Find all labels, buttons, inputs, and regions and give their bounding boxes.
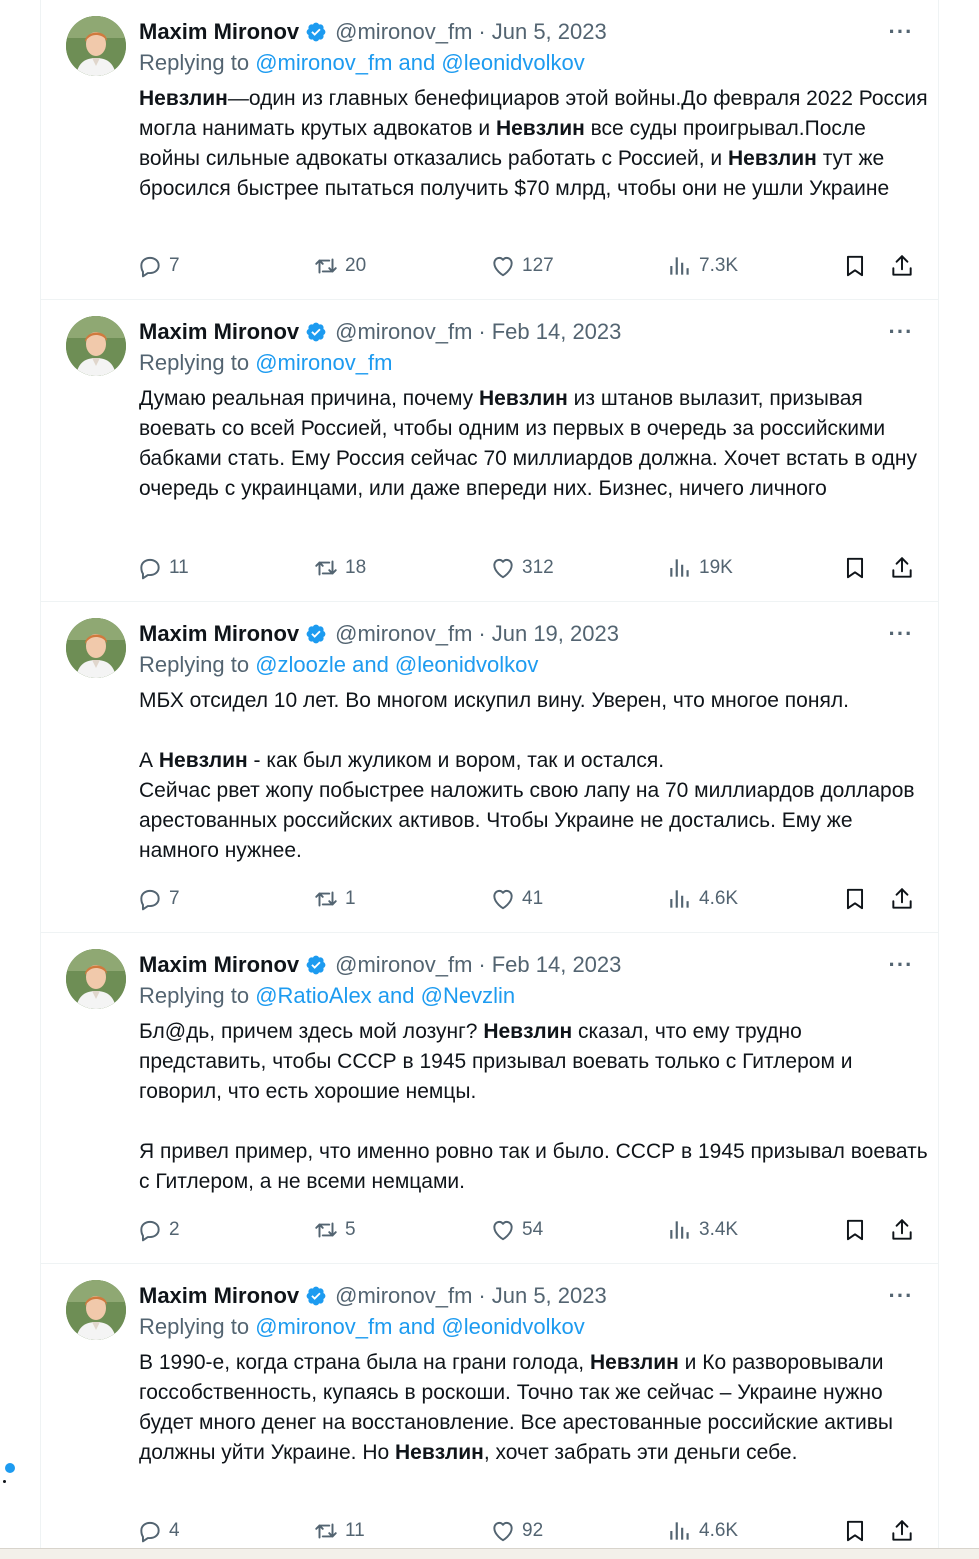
tweet-paragraph: [139, 1348, 929, 1468]
reposts-count: 5: [345, 1219, 356, 1240]
author-handle[interactable]: @mironov_fm: [335, 319, 473, 344]
replying-to-link[interactable]: @mironov_fm and @leonidvolkov: [255, 50, 585, 75]
share-button[interactable]: [889, 249, 915, 283]
bookmark-button[interactable]: [842, 551, 868, 585]
likes-count: 92: [522, 1520, 544, 1541]
share-button[interactable]: [889, 551, 915, 585]
tweet-header: [139, 950, 621, 980]
separator-dot: ·: [478, 19, 486, 44]
separator-dot: ·: [478, 319, 486, 344]
tweet-date[interactable]: Jun 5, 2023: [491, 19, 607, 44]
tweet-text: [139, 686, 929, 866]
verified-badge-icon: [305, 623, 327, 645]
views-count: 4.6K: [699, 888, 739, 909]
replying-to: [139, 652, 538, 678]
replying-to: [139, 350, 392, 376]
replying-to-link[interactable]: @mironov_fm and @leonidvolkov: [255, 1314, 585, 1339]
text-segment: все суды проигрывал.После войны сильные адвокаты отказались работать с Россией, и: [139, 117, 866, 170]
tweet-actions: [137, 249, 927, 283]
reply-button[interactable]: [137, 249, 180, 283]
bookmark-icon: [842, 555, 868, 581]
bottom-edge: [0, 1548, 979, 1559]
text-segment: , хочет забрать эти деньги себе.: [483, 1441, 798, 1464]
author-name[interactable]: Maxim Mironov: [139, 1283, 300, 1308]
views-button[interactable]: [667, 1213, 738, 1247]
tweet-date[interactable]: Jun 5, 2023: [491, 1283, 607, 1308]
share-icon: [889, 1217, 915, 1243]
avatar[interactable]: [66, 316, 126, 376]
more-icon[interactable]: ···: [888, 19, 914, 44]
bookmark-icon: [842, 1518, 868, 1544]
highlighted-name: Невзлин: [158, 749, 248, 772]
like-icon: [490, 1518, 522, 1544]
text-segment: Думаю реальная причина, почему: [139, 387, 479, 410]
like-button[interactable]: [490, 1514, 543, 1548]
author-handle[interactable]: @mironov_fm: [335, 621, 473, 646]
verified-badge-icon: [305, 1285, 327, 1307]
reposts-count: 11: [345, 1520, 365, 1541]
reply-icon: [137, 253, 169, 279]
repost-button[interactable]: [313, 1514, 365, 1548]
replying-prefix: Replying to: [139, 1314, 256, 1339]
views-button[interactable]: [667, 551, 733, 585]
tweet-date[interactable]: Jun 19, 2023: [491, 621, 619, 646]
reply-button[interactable]: [137, 1213, 180, 1247]
replying-to: [139, 1314, 585, 1340]
views-count: 19K: [699, 557, 733, 578]
share-icon: [889, 555, 915, 581]
author-handle[interactable]: @mironov_fm: [335, 1283, 473, 1308]
views-button[interactable]: [667, 882, 738, 916]
avatar[interactable]: [66, 16, 126, 76]
bookmark-button[interactable]: [842, 1514, 868, 1548]
replies-count: 7: [169, 255, 180, 276]
separator-dot: ·: [478, 621, 486, 646]
bookmark-button[interactable]: [842, 1213, 868, 1247]
author-name[interactable]: Maxim Mironov: [139, 952, 300, 977]
share-button[interactable]: [889, 1514, 915, 1548]
views-icon: [667, 253, 699, 279]
bookmark-icon: [842, 253, 868, 279]
repost-button[interactable]: [313, 882, 356, 916]
tweet-paragraph: [139, 1137, 929, 1197]
tweet[interactable]: [41, 0, 938, 300]
reply-button[interactable]: [137, 882, 180, 916]
like-icon: [490, 1217, 522, 1243]
author-handle[interactable]: @mironov_fm: [335, 952, 473, 977]
text-segment: сказал, что ему трудно представить, чтобы СССР в 1945 призывал воевать только с Гитлером и говорил, что есть хорошие немцы.: [139, 1020, 853, 1103]
share-icon: [889, 886, 915, 912]
replying-to-link[interactable]: @RatioAlex and @Nevzlin: [255, 983, 516, 1008]
like-button[interactable]: [490, 551, 554, 585]
like-button[interactable]: [490, 1213, 543, 1247]
likes-count: 312: [522, 557, 554, 578]
repost-icon: [313, 253, 345, 279]
replying-prefix: Replying to: [139, 652, 256, 677]
replies-count: 11: [169, 557, 189, 578]
highlighted-name: Невзлин: [728, 147, 817, 170]
author-name[interactable]: Maxim Mironov: [139, 621, 300, 646]
views-icon: [667, 555, 699, 581]
replies-count: 4: [169, 1520, 180, 1541]
avatar[interactable]: [66, 949, 126, 1009]
reply-icon: [137, 555, 169, 581]
views-icon: [667, 1518, 699, 1544]
replying-to-link[interactable]: @zloozle and @leonidvolkov: [255, 652, 539, 677]
share-icon: [889, 253, 915, 279]
more-icon[interactable]: ···: [888, 952, 914, 977]
bookmark-button[interactable]: [842, 249, 868, 283]
views-icon: [667, 886, 699, 912]
more-icon[interactable]: ···: [888, 621, 914, 646]
views-button[interactable]: [667, 249, 738, 283]
tweet-text: [139, 84, 929, 204]
views-count: 7.3K: [699, 255, 739, 276]
repost-icon: [313, 555, 345, 581]
text-segment: Бл@дь, причем здесь мой лозунг?: [139, 1020, 484, 1043]
replying-prefix: Replying to: [139, 50, 256, 75]
separator-dot: ·: [478, 952, 486, 977]
share-button[interactable]: [889, 1213, 915, 1247]
tweet-text: [139, 384, 929, 504]
verified-badge-icon: [305, 954, 327, 976]
tweet[interactable]: [41, 933, 938, 1264]
text-segment: - как был жуликом и вором, так и остался.: [247, 749, 665, 772]
text-segment: Я привел пример, что именно ровно так и было. СССР в 1945 призывал воевать с Гитлером, а не всеми немцами.: [139, 1140, 928, 1193]
likes-count: 54: [522, 1219, 544, 1240]
more-icon[interactable]: ···: [888, 1283, 914, 1308]
tweet-header: [139, 317, 621, 347]
like-icon: [490, 253, 522, 279]
repost-icon: [313, 886, 345, 912]
tweet-paragraph: [139, 686, 929, 716]
tweet-date[interactable]: Feb 14, 2023: [491, 319, 622, 344]
repost-button[interactable]: [313, 551, 366, 585]
replying-to: [139, 983, 515, 1009]
reply-icon: [137, 1217, 169, 1243]
likes-count: 41: [522, 888, 544, 909]
highlighted-name: Невзлин: [395, 1441, 484, 1464]
replying-to: [139, 50, 585, 76]
text-segment: А: [139, 749, 159, 772]
reply-button[interactable]: [137, 1514, 180, 1548]
replying-prefix: Replying to: [139, 350, 256, 375]
replies-count: 2: [169, 1219, 180, 1240]
avatar[interactable]: [66, 618, 126, 678]
separator-dot: ·: [478, 1283, 486, 1308]
highlighted-name: Невзлин: [483, 1020, 573, 1043]
share-icon: [889, 1518, 915, 1544]
more-icon[interactable]: ···: [888, 319, 914, 344]
text-segment: МБХ отсидел 10 лет. Во многом искупил вину. Уверен, что многое понял.: [139, 689, 849, 712]
like-button[interactable]: [490, 249, 554, 283]
tweet-date[interactable]: Feb 14, 2023: [491, 952, 622, 977]
views-count: 3.4K: [699, 1219, 739, 1240]
text-segment: Сейчас рвет жопу побыстрее наложить свою лапу на 70 миллиардов долларов арестованных российских активов. Чтобы Украине не достались. Ему же намного нужнее.: [139, 779, 915, 862]
repost-button[interactable]: [313, 1213, 356, 1247]
tweet-paragraph: [139, 384, 929, 504]
repost-button[interactable]: [313, 249, 366, 283]
tweet-text: [139, 1017, 929, 1197]
paragraph-gap: [139, 1107, 929, 1137]
tweet-actions: [137, 551, 927, 585]
likes-count: 127: [522, 255, 554, 276]
reposts-count: 1: [345, 888, 356, 909]
verified-badge-icon: [305, 21, 327, 43]
reply-icon: [137, 1518, 169, 1544]
replies-count: 7: [169, 888, 180, 909]
repost-icon: [313, 1518, 345, 1544]
verified-badge-icon: [305, 321, 327, 343]
tweet[interactable]: [41, 300, 938, 602]
tweet-actions: [137, 1213, 927, 1247]
tweet-text: [139, 1348, 929, 1468]
views-button[interactable]: [667, 1514, 738, 1548]
reply-icon: [137, 886, 169, 912]
reposts-count: 20: [345, 255, 367, 276]
text-segment: —один из главных бенефициаров этой войны.До февраля 2022 Россия могла нанимать крутых адвокатов и: [139, 87, 928, 140]
tweet[interactable]: [41, 1264, 938, 1558]
tweet-actions: [137, 882, 927, 916]
notification-dot: [5, 1463, 15, 1473]
like-button[interactable]: [490, 882, 543, 916]
reply-button[interactable]: [137, 551, 189, 585]
bookmark-icon: [842, 1217, 868, 1243]
repost-icon: [313, 1217, 345, 1243]
highlighted-name: Невзлин: [589, 1351, 679, 1374]
author-name[interactable]: Maxim Mironov: [139, 19, 300, 44]
text-segment: тут же бросился быстрее пытаться получить $70 млрд, чтобы они не ушли Украине: [139, 147, 890, 200]
tweet-paragraph: [139, 746, 929, 776]
replying-prefix: Replying to: [139, 983, 256, 1008]
tweet-paragraph: [139, 776, 929, 866]
bookmark-button[interactable]: [842, 882, 868, 916]
highlighted-name: Невзлин: [139, 87, 228, 110]
reposts-count: 18: [345, 557, 367, 578]
like-icon: [490, 555, 522, 581]
author-handle[interactable]: @mironov_fm: [335, 19, 473, 44]
tweet-paragraph: [139, 84, 929, 204]
tweet[interactable]: [41, 602, 938, 933]
replying-to-link[interactable]: @mironov_fm: [255, 350, 393, 375]
paragraph-gap: [139, 716, 929, 746]
tweet-header: [139, 1281, 607, 1311]
text-segment: В 1990-е, когда страна была на грани голода,: [139, 1351, 590, 1374]
timeline: [40, 0, 939, 1558]
views-icon: [667, 1217, 699, 1243]
text-segment: и Ко разворовывали госсобственность, купаясь в роскоши. Точно так же сейчас – Украине нужно будет много денег на восстановление. Все арестованные российские активы должны уйти Украине. Но: [139, 1351, 893, 1464]
avatar[interactable]: [66, 1280, 126, 1340]
indicator-dot: [3, 1480, 6, 1483]
text-segment: из штанов вылазит, призывая воевать со всей Россией, чтобы одним из первых в очередь за российскими бабками стать. Ему Россия сейчас 70 миллиардов должна. Хочет встать в одну очередь с украинцами, или даже впереди них. Бизнес, ничего личного: [139, 387, 917, 500]
tweet-paragraph: [139, 1017, 929, 1107]
bookmark-icon: [842, 886, 868, 912]
highlighted-name: Невзлин: [495, 117, 585, 140]
tweet-actions: [137, 1514, 927, 1548]
highlighted-name: Невзлин: [478, 387, 568, 410]
share-button[interactable]: [889, 882, 915, 916]
like-icon: [490, 886, 522, 912]
tweet-header: [139, 17, 607, 47]
tweet-header: [139, 619, 619, 649]
views-count: 4.6K: [699, 1520, 739, 1541]
author-name[interactable]: Maxim Mironov: [139, 319, 300, 344]
